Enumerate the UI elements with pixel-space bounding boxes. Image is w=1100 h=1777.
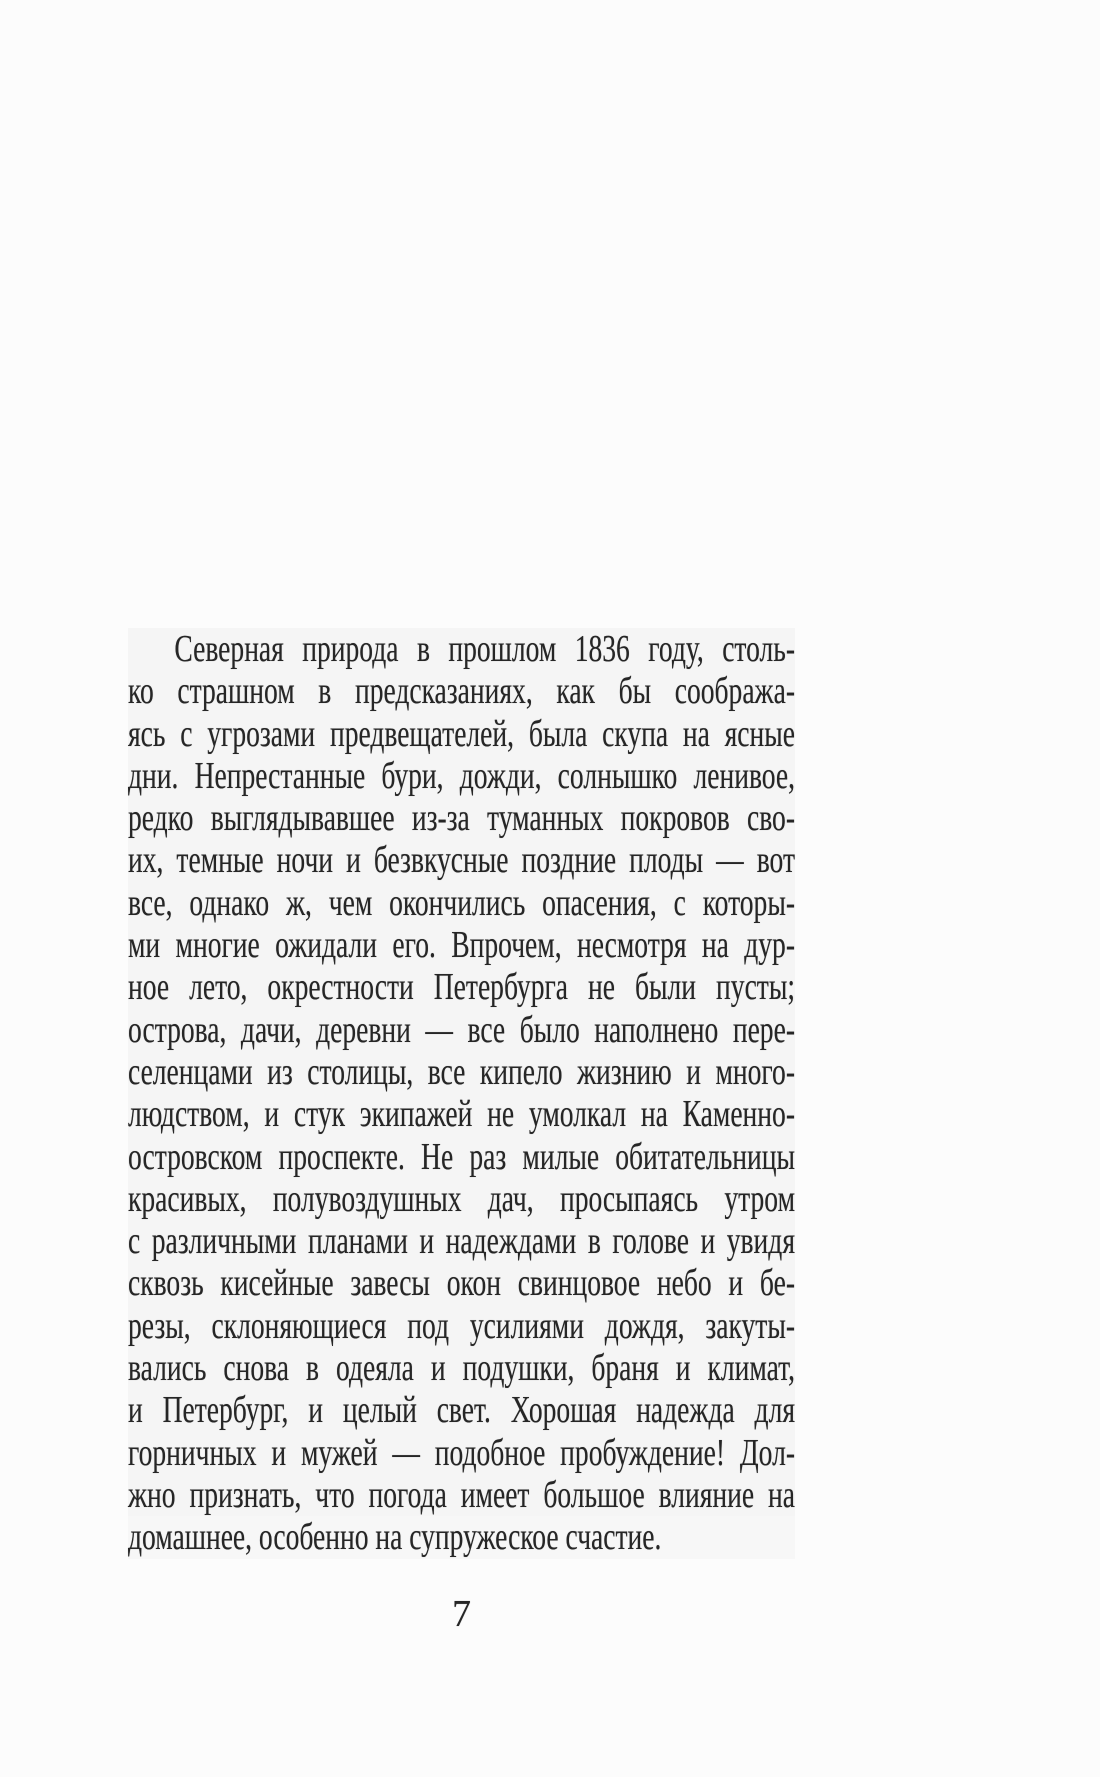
paragraph-line: их, темные ночи и безвкусные поздние плоды — вот [128,839,795,882]
body-text-block [128,628,795,1559]
paragraph-line: домашнее, особенно на супружеское счастие. [128,1516,795,1558]
paragraph-line: и Петербург, и целый свет. Хорошая надежда для [128,1389,795,1432]
paragraph-line: острова, дачи, деревни — все было наполнено пере- [128,1008,795,1051]
paragraph-line: с различными планами и надеждами в голове и увидя [128,1220,795,1263]
paragraph-line: ко страшном в предсказаниях, как бы сообража- [128,670,795,713]
paragraph-line: редко выглядывавшее из-за туманных покровов сво- [128,797,795,840]
paragraph-line: ное лето, окрестности Петербурга не были пусты; [128,966,795,1009]
paragraph-line: резы, склоняющиеся под усилиями дождя, закуты- [128,1304,795,1347]
paragraph-line: ми многие ожидали его. Впрочем, несмотря на дур- [128,924,795,967]
paragraph-line: ясь с угрозами предвещателей, была скупа на ясные [128,712,795,755]
paragraph-line: жно признать, что погода имеет большое влияние на [128,1473,795,1516]
paragraph-line: вались снова в одеяла и подушки, браня и климат, [128,1347,795,1390]
paragraph-line: селенцами из столицы, все кипело жизнию и много- [128,1050,795,1093]
page-number: 7 [452,1593,471,1635]
paragraph-line: людством, и стук экипажей не умолкал на Каменно- [128,1093,795,1136]
paragraph-line: красивых, полувоздушных дач, просыпаясь утром [128,1177,795,1220]
paragraph-line: островском проспекте. Не раз милые обитательницы [128,1135,795,1178]
paragraph-line: сквозь кисейные завесы окон свинцовое небо и бе- [128,1262,795,1305]
paragraph-line: все, однако ж, чем окончились опасения, с которы- [128,881,795,924]
paragraph-line: горничных и мужей — подобное пробуждение! Дол- [128,1431,795,1474]
paragraph-line: Северная природа в прошлом 1836 году, столь- [128,628,795,670]
paragraph-line: дни. Непрестанные бури, дожди, солнышко ленивое, [128,754,795,797]
